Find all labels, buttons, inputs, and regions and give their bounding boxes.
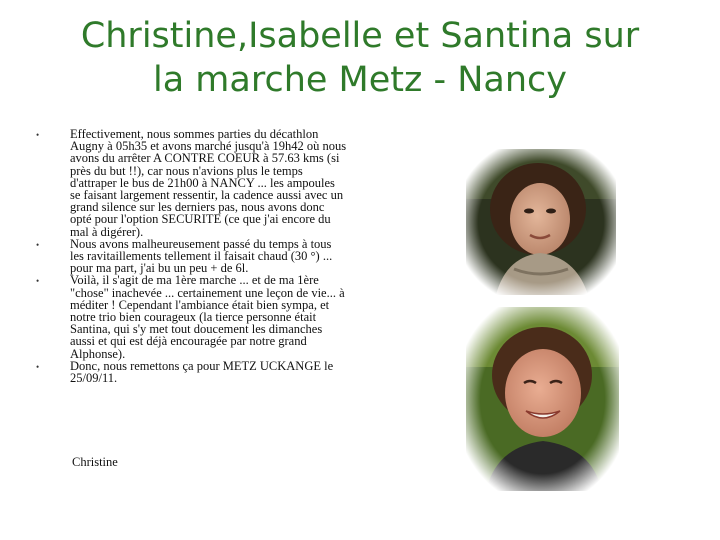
bullet-text: Effectivement, nous sommes parties du décathlon Augny à 05h35 et avons marché jusqu'à 19h42 où nous avons du arrêter A CONTRE COEUR à 57.63 kms (si près du but !!), car nous n'avions plus le temps d'attraper le bus de 21h00 à NANCY ... les ampoules se faisant largement ressentir, la cadence aussi avec un grand silence sur les derniers pas, nous avons donc opté pour l'option SECURITE (ce que j'ai encore du mal à digérer). — [70, 127, 347, 239]
photo-woman-bottom — [466, 307, 619, 491]
bullet-dot-icon: • — [36, 361, 40, 372]
signature: Christine — [72, 455, 118, 469]
bullet-text: Donc, nous remettons ça pour METZ UCKANGE le 25/09/11. — [70, 358, 334, 386]
slide-title-line-2: la marche Metz - Nancy — [152, 60, 568, 100]
bullet-list — [36, 128, 348, 384]
bullet-dot-icon: • — [36, 276, 40, 287]
bullet-text: Voilà, il s'agit de ma 1ère marche ... et de ma 1ère "chose" inachevée ... certainement une leçon de vie... à méditer ! Cependant l'ambiance était bien sympa, et notre trio bien courageux (la tierce personne était Santina, qui s'y met tout doucement les dimanches aussi et qui est déjà encouragée par notre grand Alphonse). — [70, 273, 345, 361]
bullet-item — [36, 360, 348, 384]
photo-woman-top — [466, 149, 616, 295]
slide-title — [20, 14, 700, 102]
bullet-item — [36, 274, 348, 359]
bullet-dot-icon: • — [36, 130, 40, 140]
bullet-dot-icon: • — [36, 239, 40, 250]
bullet-item — [36, 238, 348, 275]
bullet-item — [36, 128, 348, 238]
slide-title-line-1: Christine,Isabelle et Santina sur — [80, 16, 640, 56]
bullet-text: Nous avons malheureusement passé du temps à tous les ravitaillements tellement il faisait chaud (30 °) ... pour ma part, j'ai bu un peu + de 6l. — [70, 236, 333, 276]
